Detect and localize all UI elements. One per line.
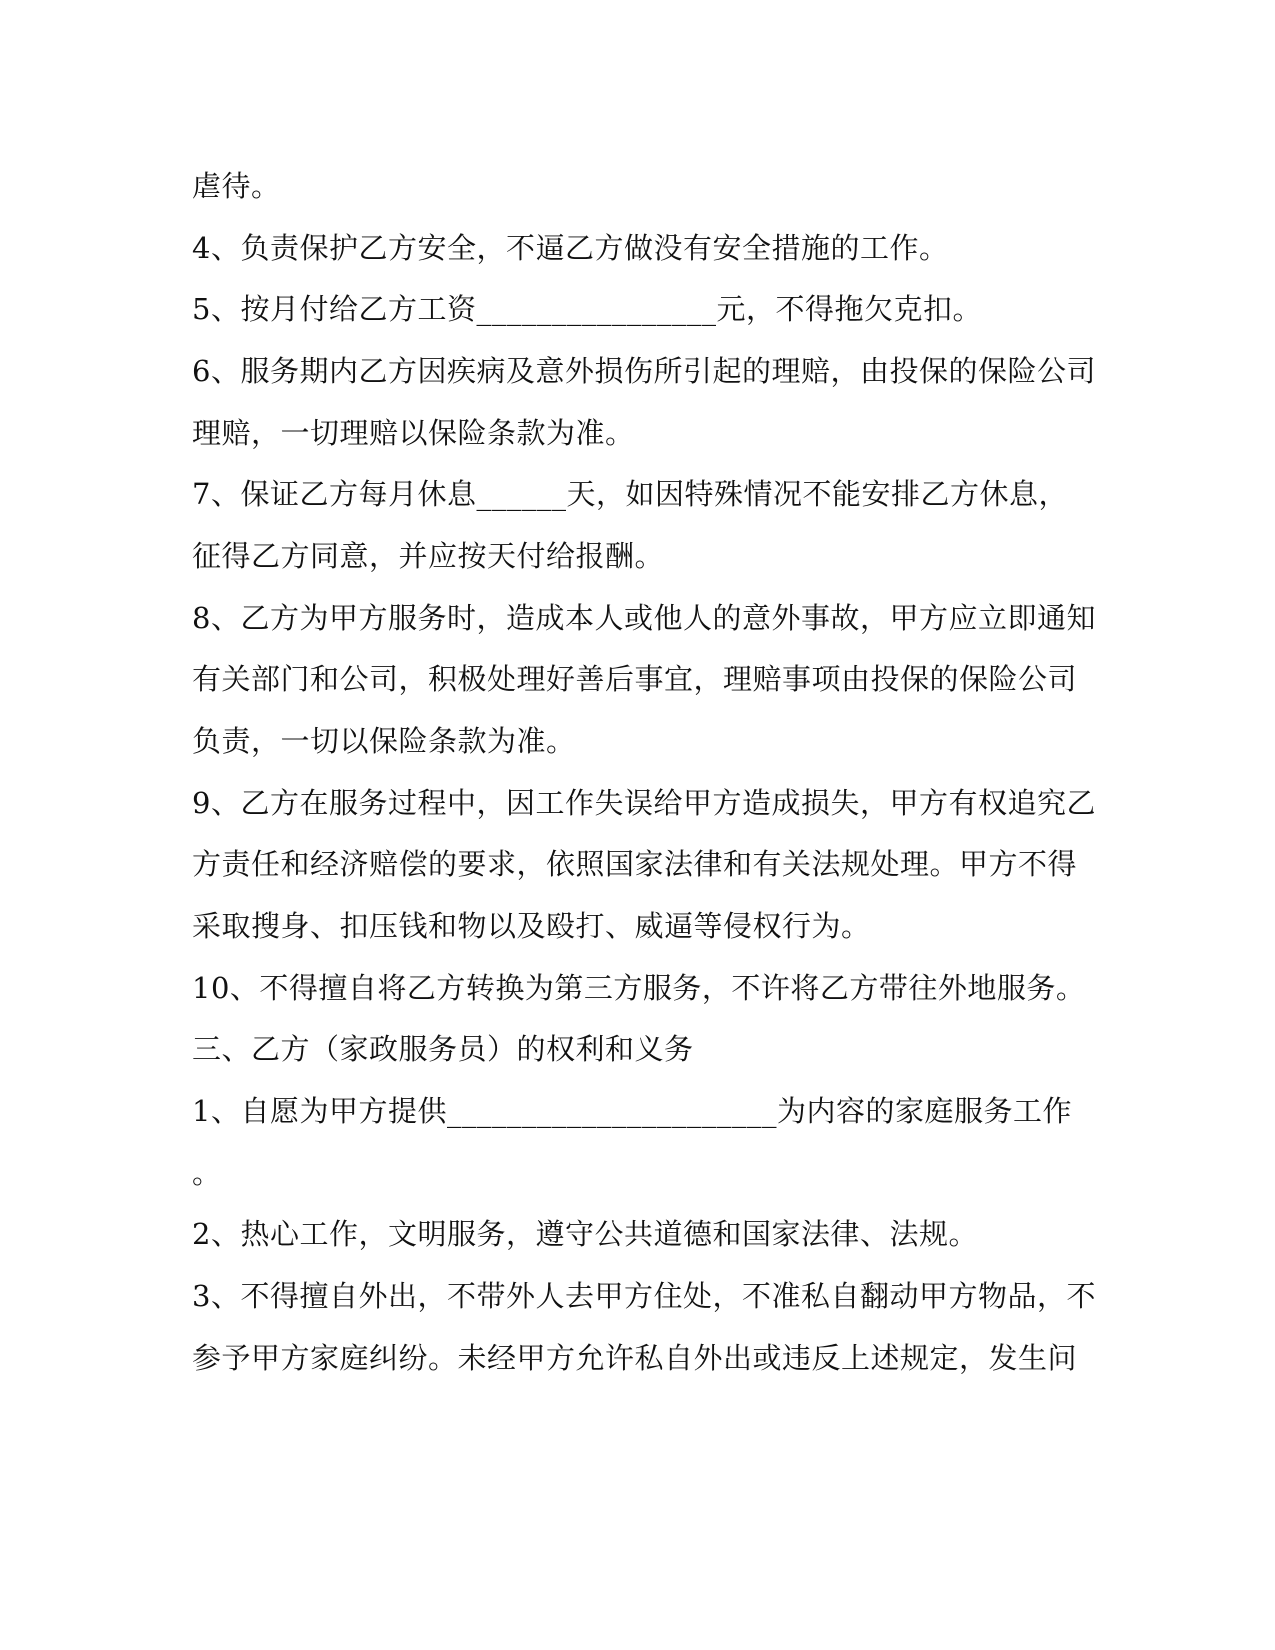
text-line: 参予甲方家庭纠纷。未经甲方允许私自外出或违反上述规定，发生问 bbox=[192, 1341, 1078, 1375]
text-line: 1、自愿为甲方提供______________________为内容的家庭服务工作 bbox=[192, 1094, 1072, 1128]
text-line: 虐待。 bbox=[192, 169, 281, 203]
text-line: 8、乙方为甲方服务时，造成本人或他人的意外事故，甲方应立即通知 bbox=[192, 601, 1096, 635]
section-heading: 三、乙方（家政服务员）的权利和义务 bbox=[192, 1032, 694, 1066]
text-line: 理赔，一切理赔以保险条款为准。 bbox=[192, 416, 635, 450]
text-line: 7、保证乙方每月休息______天，如因特殊情况不能安排乙方休息， bbox=[192, 477, 1068, 511]
text-line: 。 bbox=[192, 1156, 222, 1190]
text-line: 10、不得擅自将乙方转换为第三方服务，不许将乙方带往外地服务。 bbox=[192, 971, 1086, 1005]
text-line: 方责任和经济赔偿的要求，依照国家法律和有关法规处理。甲方不得 bbox=[192, 847, 1078, 881]
text-line: 2、热心工作，文明服务，遵守公共道德和国家法律、法规。 bbox=[192, 1217, 978, 1251]
text-line: 负责，一切以保险条款为准。 bbox=[192, 724, 576, 758]
text-line: 有关部门和公司，积极处理好善后事宜，理赔事项由投保的保险公司 bbox=[192, 662, 1078, 696]
text-line: 征得乙方同意，并应按天付给报酬。 bbox=[192, 539, 665, 573]
text-line: 6、服务期内乙方因疾病及意外损伤所引起的理赔，由投保的保险公司 bbox=[192, 354, 1096, 388]
text-line: 采取搜身、扣压钱和物以及殴打、威逼等侵权行为。 bbox=[192, 909, 871, 943]
text-line: 4、负责保护乙方安全，不逼乙方做没有安全措施的工作。 bbox=[192, 231, 949, 265]
text-line: 9、乙方在服务过程中，因工作失误给甲方造成损失，甲方有权追究乙 bbox=[192, 786, 1096, 820]
text-line: 5、按月付给乙方工资________________元，不得拖欠克扣。 bbox=[192, 292, 982, 326]
text-line: 3、不得擅自外出，不带外人去甲方住处，不准私自翻动甲方物品，不 bbox=[192, 1279, 1096, 1313]
